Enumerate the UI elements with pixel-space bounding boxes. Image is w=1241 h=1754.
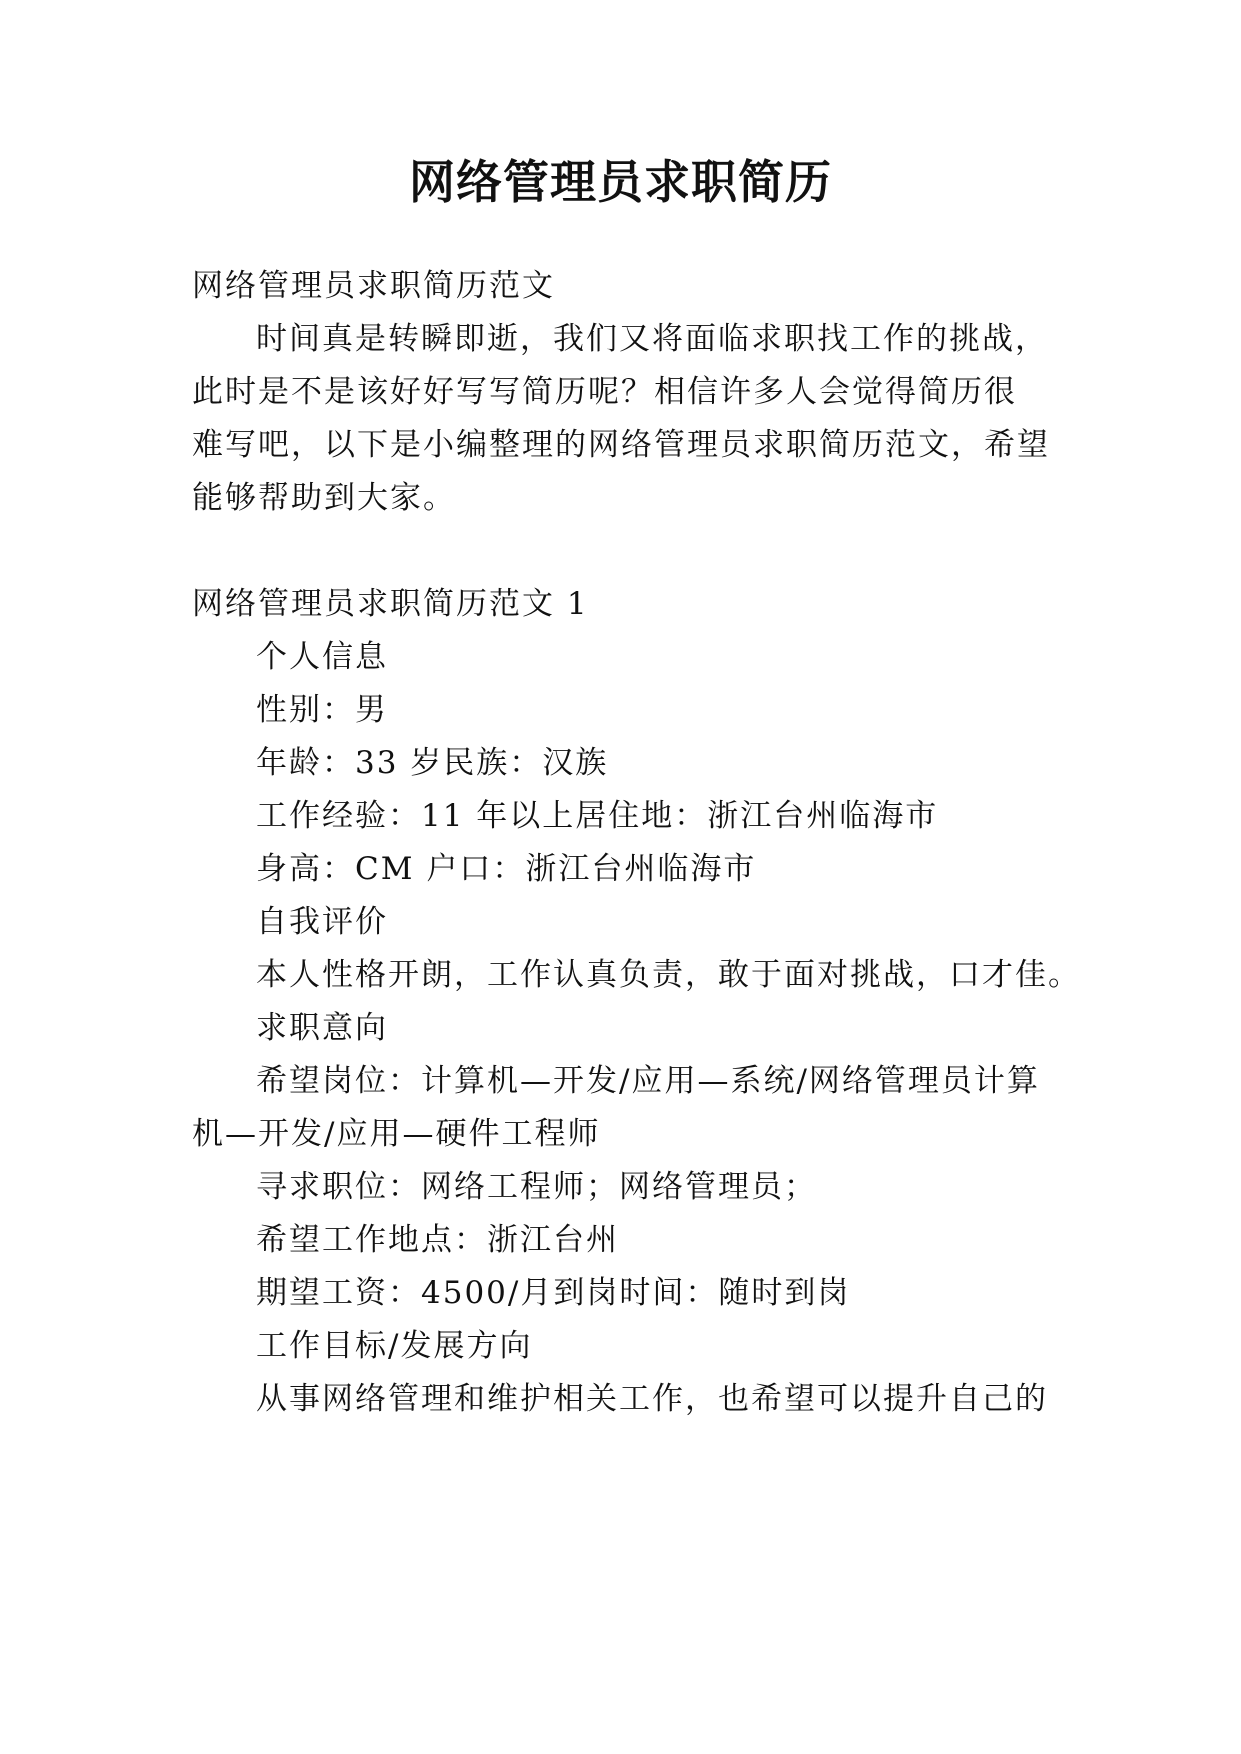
goals-heading: 工作目标/发展方向 xyxy=(256,1328,533,1364)
document-title: 网络管理员求职简历 xyxy=(409,155,832,209)
sought-position-line: 寻求职位：网络工程师；网络管理员； xyxy=(256,1169,817,1205)
intro-heading: 网络管理员求职简历范文 xyxy=(192,268,555,304)
goals-line: 从事网络管理和维护相关工作，也希望可以提升自己的 xyxy=(256,1381,1048,1417)
intro-line-2: 此时是不是该好好写写简历呢？相信许多人会觉得简历很 xyxy=(192,374,1017,410)
intro-line-1: 时间真是转瞬即逝，我们又将面临求职找工作的挑战， xyxy=(256,321,1048,357)
personal-info-heading: 个人信息 xyxy=(256,639,388,675)
height-hukou-line: 身高：CM 户口：浙江台州临海市 xyxy=(256,851,757,887)
intro-line-3: 难写吧，以下是小编整理的网络管理员求职简历范文，希望 xyxy=(192,427,1050,463)
desired-location-line: 希望工作地点：浙江台州 xyxy=(256,1222,619,1258)
gender-line: 性别：男 xyxy=(256,692,388,728)
salary-availability-line: 期望工资：4500/月到岗时间：随时到岗 xyxy=(256,1275,851,1311)
self-evaluation-heading: 自我评价 xyxy=(256,904,388,940)
desired-position-line-2: 机—开发/应用—硬件工程师 xyxy=(192,1116,601,1152)
desired-position-line-1: 希望岗位：计算机—开发/应用—系统/网络管理员计算 xyxy=(256,1063,1040,1099)
job-intention-heading: 求职意向 xyxy=(256,1010,388,1046)
age-ethnicity-line: 年龄：33 岁民族：汉族 xyxy=(256,745,609,781)
self-evaluation-text: 本人性格开朗，工作认真负责，敢于面对挑战，口才佳。 xyxy=(256,957,1081,993)
section-heading: 网络管理员求职简历范文 1 xyxy=(192,586,589,622)
intro-line-4: 能够帮助到大家。 xyxy=(192,480,456,516)
experience-residence-line: 工作经验：11 年以上居住地：浙江台州临海市 xyxy=(256,798,939,834)
